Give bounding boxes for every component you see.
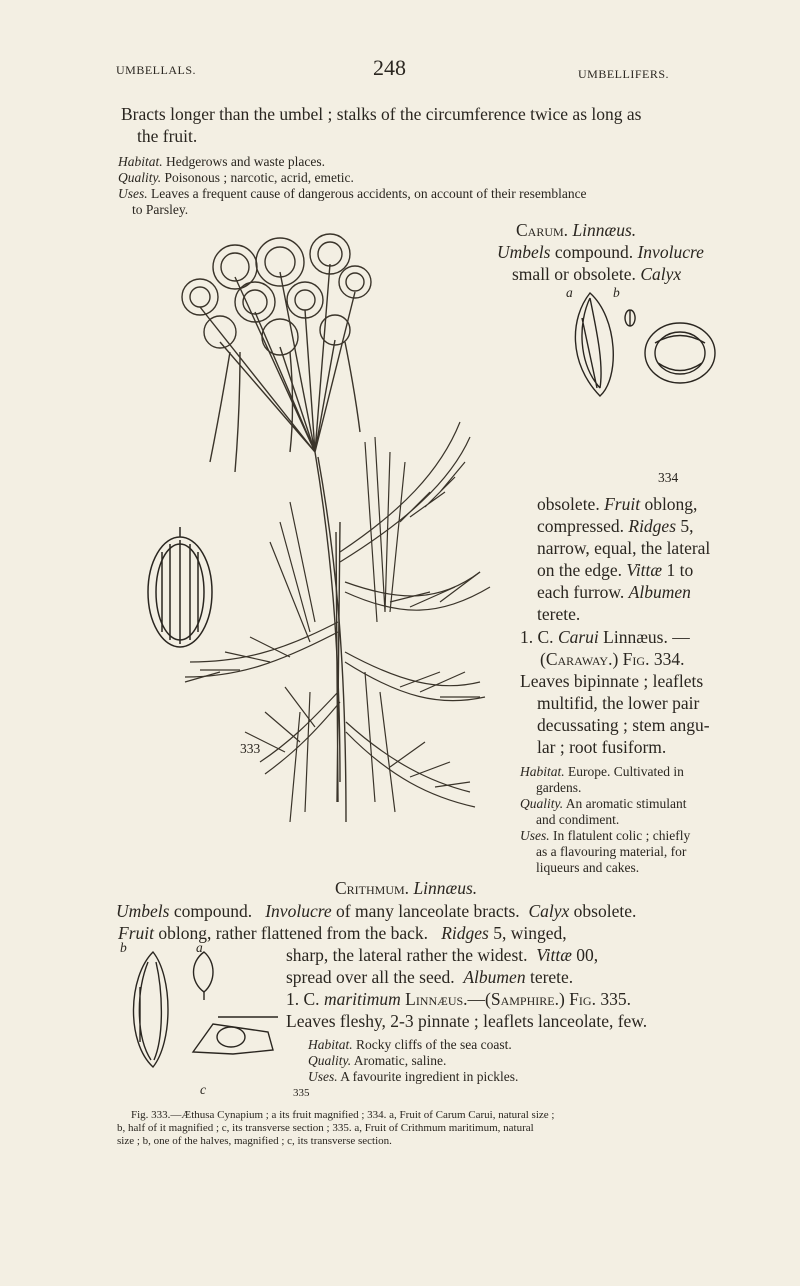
crithmum-uses: Uses. A favourite ingredient in pickles. (308, 1069, 519, 1084)
carum-line-4: compressed. Ridges 5, (537, 516, 694, 536)
caption-line-1: Fig. 333.—Æthusa Cynapium ; a its fruit magnified ; 334. a, Fruit of Carum Carui, natural size ; (131, 1109, 555, 1121)
carum-desc-1: Leaves bipinnate ; leaflets (520, 671, 704, 691)
carum-quality: Quality. An aromatic stimulant (520, 796, 687, 811)
fig335-b-label: b (120, 940, 127, 955)
carum-quality-cont: and condiment. (536, 812, 620, 827)
carum-genus-heading: Carum. Linnæus. (516, 220, 637, 240)
carum-line-8: terete. (537, 604, 581, 624)
crithmum-quality: Quality. Aromatic, saline. (308, 1053, 447, 1068)
crithmum-line-1: Umbels compound. Involucre of many lanceolate bracts. Calyx obsolete. (116, 901, 637, 921)
crithmum-species: 1. C. maritimum Linnæus.—(Samphire.) Fig. 335. (286, 989, 631, 1009)
running-header-left: UMBELLALS. (116, 63, 196, 77)
crithmum-fruit-natural (194, 952, 214, 992)
crithmum-desc-1: Leaves fleshy, 2-3 pinnate ; leaflets lanceolate, few. (286, 1011, 648, 1031)
aethusa-fruit-magnified (148, 527, 212, 647)
intro-line-2: the fruit. (137, 126, 198, 146)
running-header-right: UMBELLIFERS. (578, 67, 670, 81)
page-number: 248 (373, 55, 406, 80)
intro-quality: Quality. Poisonous ; narcotic, acrid, emetic. (118, 170, 354, 185)
carum-line-1: Umbels compound. Involucre (497, 242, 704, 262)
intro-habitat: Habitat. Hedgerows and waste places. (118, 154, 325, 169)
carum-line-3: obsolete. Fruit oblong, (537, 494, 698, 514)
crithmum-fruit-illustration (118, 942, 288, 1082)
intro-uses: Uses. Leaves a frequent cause of dangerous accidents, on account of their resemblance (118, 186, 587, 201)
carum-line-2: small or obsolete. Calyx (512, 264, 682, 284)
crithmum-transverse-section (193, 1024, 273, 1054)
carum-desc-2: multifid, the lower pair (537, 693, 700, 713)
figure-334-label: 334 (658, 470, 679, 485)
fig335-c-label: c (200, 1082, 206, 1097)
aethusa-plant-illustration (140, 222, 540, 862)
carum-species: 1. C. Carui Linnæus. — (520, 627, 690, 647)
fig334-b-label: b (613, 285, 620, 300)
carum-line-5: narrow, equal, the lateral (537, 538, 711, 558)
caption-line-3: size ; b, one of the halves, magnified ; c, its transverse section. (117, 1135, 392, 1147)
carum-habitat-cont: gardens. (536, 780, 582, 795)
carum-species-common: (Caraway.) Fig. 334. (540, 649, 685, 669)
caption-line-2: b, half of it magnified ; c, its transverse section ; 335. a, Fruit of Crithmum maritimum, natural (117, 1122, 534, 1134)
intro-line-1: Bracts longer than the umbel ; stalks of the circumference twice as long as (121, 104, 642, 124)
carum-uses-cont: as a flavouring material, for (536, 844, 687, 859)
crithmum-genus-heading: Crithmum. Linnæus. (335, 878, 478, 898)
crithmum-line-3: sharp, the lateral rather the widest. Vittæ 00, (286, 945, 599, 965)
figure-333-label: 333 (240, 741, 261, 756)
umbel-flowers (182, 234, 371, 355)
crithmum-line-4: spread over all the seed. Albumen terete. (286, 967, 574, 987)
intro-uses-cont: to Parsley. (132, 202, 189, 217)
carum-habitat: Habitat. Europe. Cultivated in (520, 764, 684, 779)
carum-desc-3: decussating ; stem angu- (537, 715, 710, 735)
crithmum-line-2: Fruit oblong, rather flattened from the back. Ridges 5, winged, (118, 923, 567, 943)
fig335-a-label: a (196, 940, 203, 955)
carum-fruit-illustration (560, 288, 720, 408)
carum-desc-4: lar ; root fusiform. (537, 737, 667, 757)
figure-335-label: 335 (293, 1087, 310, 1099)
crithmum-habitat: Habitat. Rocky cliffs of the sea coast. (308, 1037, 512, 1052)
carum-uses: Uses. In flatulent colic ; chiefly (520, 828, 691, 843)
carum-line-7: each furrow. Albumen (537, 582, 691, 602)
fig334-a-label: a (566, 285, 573, 300)
carum-uses-cont-2: liqueurs and cakes. (536, 860, 640, 875)
carum-line-6: on the edge. Vittæ 1 to (537, 560, 694, 580)
